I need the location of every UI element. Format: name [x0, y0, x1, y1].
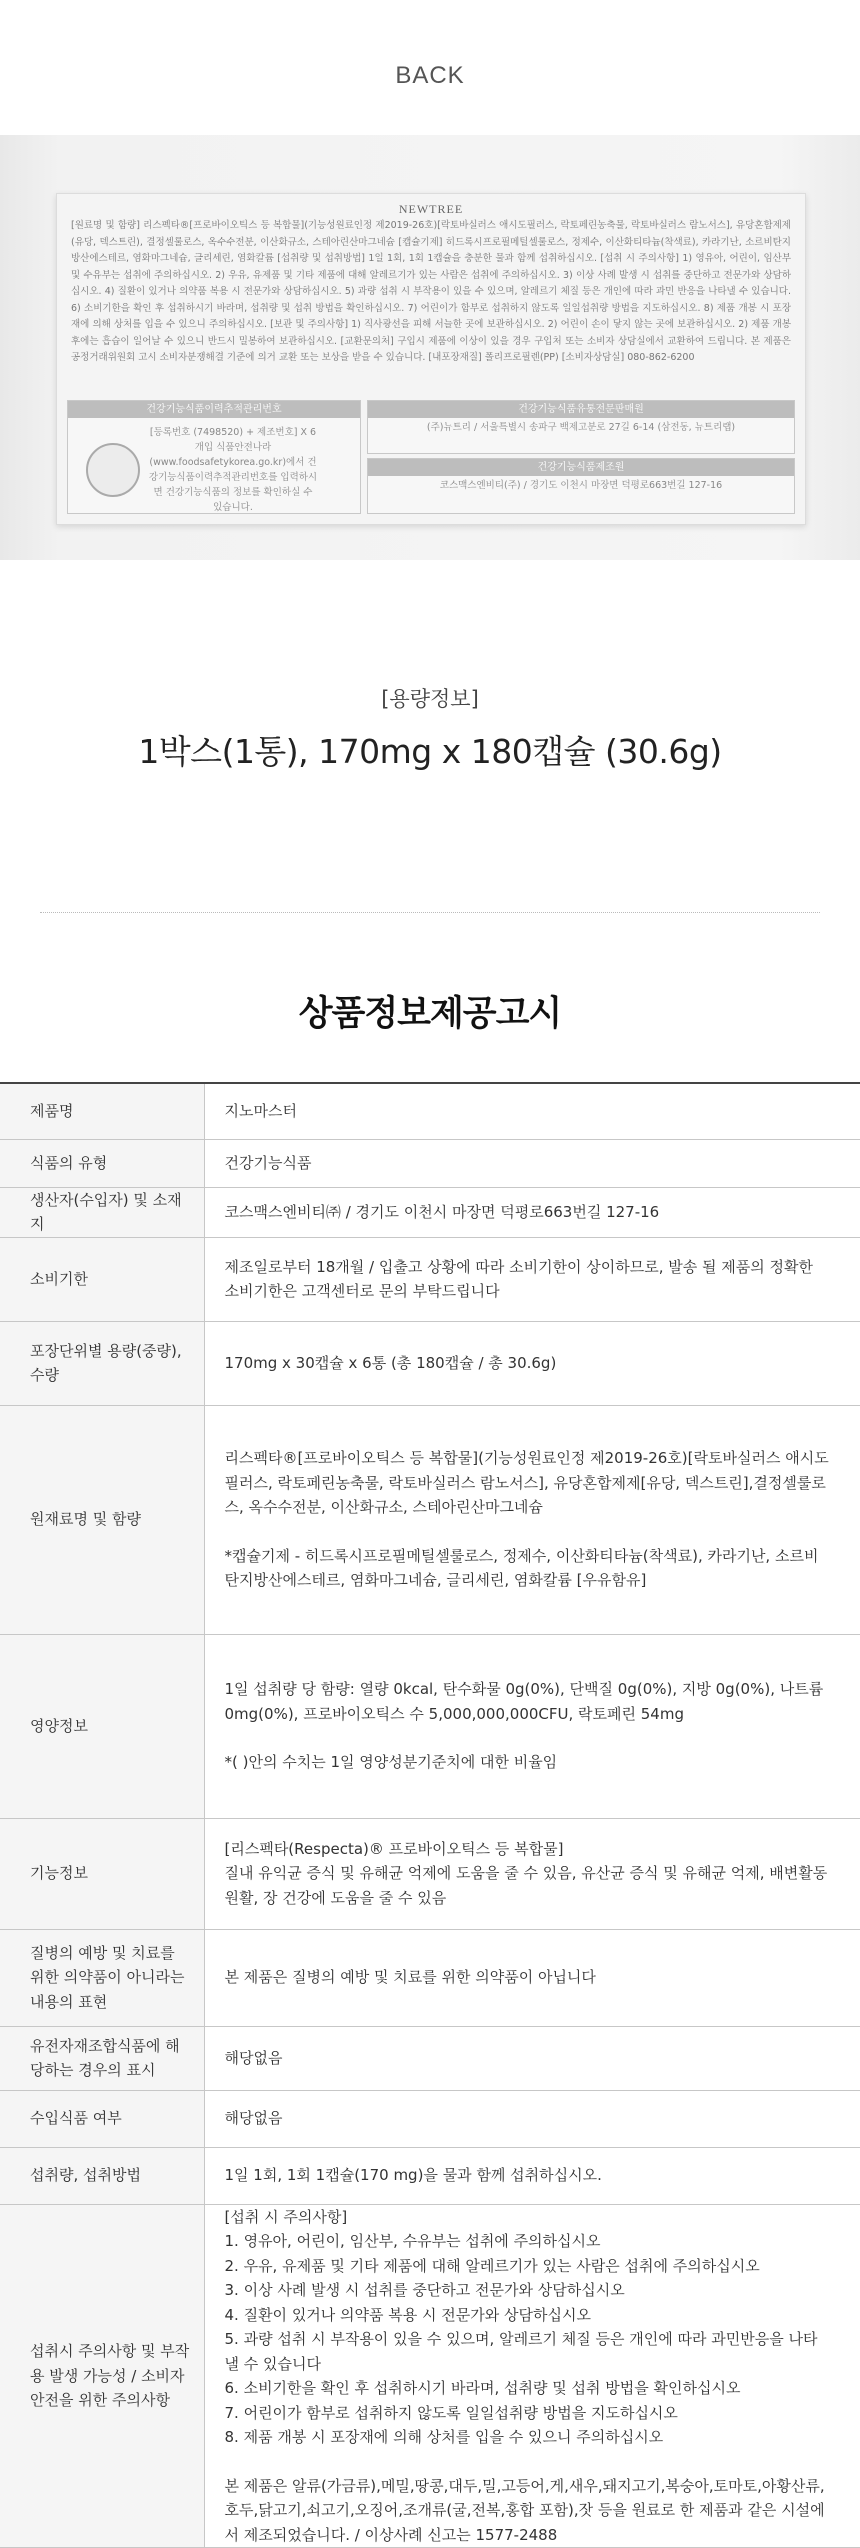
row-value-line: 건강기능식품 — [224, 1153, 312, 1172]
row-value-line: 제조일로부터 18개월 / 입출고 상황에 따라 소비기한이 상이하므로, 발송 될 제품의 정확한 소비기한은 고객센터로 문의 부탁드립니다 — [224, 1257, 814, 1300]
table-row — [0, 2147, 860, 2204]
row-key: 기능정보 — [0, 1818, 204, 1929]
row-key: 수입식품 여부 — [0, 2090, 204, 2147]
row-key: 생산자(수입자) 및 소재지 — [0, 1187, 204, 1237]
manufacturer-text: 코스맥스엔비티(주) / 경기도 이천시 마장면 덕평로663번길 127-16 — [439, 480, 723, 491]
row-key: 제품명 — [0, 1083, 204, 1139]
row-value-line: 7. 어린이가 함부로 섭취하지 않도록 일일섭취량 방법을 지도하십시오 — [224, 2403, 678, 2422]
row-value — [204, 1321, 860, 1405]
row-value-line: *( )안의 수치는 1일 영양성분기준치에 대한 비율임 — [224, 1753, 558, 1772]
table-row — [0, 2090, 860, 2147]
row-key: 유전자재조합식품에 해당하는 경우의 표시 — [0, 2026, 204, 2090]
row-key: 질병의 예방 및 치료를 위한 의약품이 아니라는 내용의 표현 — [0, 1929, 204, 2026]
traceability-header: 건강기능식품이력추적관리번호 — [68, 401, 360, 418]
traceability-box — [67, 400, 361, 514]
row-value-line: 170mg x 30캡슐 x 6통 (총 180캡슐 / 총 30.6g) — [224, 1353, 557, 1372]
notice-title: 상품정보제공고시 — [298, 994, 562, 1034]
row-value — [204, 1929, 860, 2026]
table-row — [0, 1139, 860, 1187]
row-key: 포장단위별 용량(중량),수량 — [0, 1321, 204, 1405]
product-info-table — [0, 1082, 860, 2548]
row-value-line — [225, 1726, 831, 1750]
row-key: 식품의 유형 — [0, 1139, 204, 1187]
table-row — [0, 1929, 860, 2026]
row-value-line — [225, 1520, 831, 1544]
row-value-line: 본 제품은 알류(가금류),메밀,땅콩,대두,밀,고등어,게,새우,돼지고기,복숭아,토마토,아황산류,호두,닭고기,쇠고기,오징어,조개류(굴,전복,홍합 포함),잣 등을 원료로 한 제품과 같은 시설에서 제조되었습니다. / 이상사례 신고는 1577-2488 — [224, 2476, 825, 2544]
row-value-line: 해당없음 — [224, 2048, 283, 2067]
row-value — [204, 1139, 860, 1187]
row-value-line: 4. 질환이 있거나 의약품 복용 시 전문가와 상담하십시오 — [224, 2305, 591, 2324]
table-row — [0, 1634, 860, 1818]
row-value — [204, 1083, 860, 1139]
row-value — [204, 2204, 860, 2548]
row-value — [204, 2090, 860, 2147]
row-value-line: [섭취 시 주의사항] — [224, 2207, 348, 2226]
row-value-line: *캡슐기제 - 히드록시프로필메틸셀룰로스, 정제수, 이산화티타늄(착색료), 카라기난, 소르비탄지방산에스테르, 염화마그네슘, 글리세린, 염화칼륨 [우유함유] — [224, 1546, 819, 1590]
label-photo — [0, 135, 860, 560]
back-title: BACK — [395, 62, 465, 89]
row-value — [204, 1634, 860, 1818]
table-row — [0, 1083, 860, 1139]
row-key: 섭취시 주의사항 및 부작용 발생 가능성 / 소비자 안전을 위한 주의사항 — [0, 2204, 204, 2548]
manufacturer-box — [367, 458, 795, 514]
row-value-line: 1. 영유아, 어린이, 임산부, 수유부는 섭취에 주의하십시오 — [224, 2232, 601, 2250]
distributor-box — [367, 400, 795, 454]
row-value-line: 8. 제품 개봉 시 포장재에 의해 상처를 입을 수 있으니 주의하십시오 — [224, 2428, 664, 2446]
row-key: 소비기한 — [0, 1237, 204, 1321]
row-value — [204, 1405, 860, 1634]
row-value-line: [리스펙타(Respecta)® 프로바이오틱스 등 복합물] — [224, 1839, 564, 1858]
product-label — [56, 193, 806, 525]
table-row — [0, 2026, 860, 2090]
label-ingredients-text: [원료명 및 함량] 리스펙타®[프로바이오틱스 등 복합물](기능성원료인정 제2019-26호)[락토바실러스 애시도필러스, 락토페린농축물, 락토바실러스 람노서스], 유당혼합제제(유당, 덱스트린), 결정셀룰로스, 옥수수전분, 이산화규소, 스테아린산마그네슘 [캡슐기제] 히드록시프로필메틸셀룰로스, 정제수, 이산화티타늄(착색료), 카라기난, 소르비탄지방산에스테르, 염화마그네슘, 글리세린, 염화칼륨 [섭취량 및 섭취방법] 1일 1회, 1회 1캡슐을 충분한 물과 함께 섭취하십시오. [섭취 시 주의사항] 1) 영유아, 어린이, 임산부 및 수유부는 섭취에 주의하십시오. 2) 우유, 유제품 및 기타 제품에 대해 알레르기가 있는 사람은 섭취에 주의하십시오. 3) 이상 사례 발생 시 섭취를 중단하고 전문가와 상담하십시오. 4) 질환이 있거나 의약품 복용 시 전문가와 상담하십시오. 5) 과량 섭취 시 부작용이 있을 수 있으며, 알레르기 체질 등은 개인에 따라 과민 반응을 나타낼 수 있습니다. 6) 소비기한을 확인 후 섭취하시기 바라며, 섭취량 및 섭취 방법을 확인하십시오. 7) 어린이가 함부로 섭취하지 않도록 일일섭취량 방법을 지도하십시오. 8) 제품 개봉 시 포장재에 의해 상처를 입을 수 있으니 주의하십시오. [보관 및 주의사항] 1) 직사광선을 피해 서늘한 곳에 보관하십시오. 2) 어린이 손이 닿지 않는 곳에 보관하십시오. 2) 제품 개봉 후에는 흡습이 일어날 수 있으니 반드시 밀봉하여 보관하십시오. [교환문의처] 구입시 제품에 이상이 있을 경우 구입처 또는 소비자 상담실에서 교환하여 드립니다. 본 제품은 공정거래위원회 고시 소비자분쟁해결 기준에 의거 교환 또는 보상을 받을 수 있습니다. [내포장재질] 폴리프로필렌(PP) [소비자상담실] 080-862-6200 — [71, 220, 791, 363]
row-value — [204, 2147, 860, 2204]
table-row — [0, 2204, 860, 2548]
row-value — [204, 1818, 860, 1929]
row-key: 섭취량, 섭취방법 — [0, 2147, 204, 2204]
distributor-text: (주)뉴트리 / 서울특별시 송파구 백제고분로 27길 6-14 (삼전동, 뉴트리랩) — [426, 422, 736, 433]
dotted-divider — [40, 912, 820, 913]
capacity-value: 1박스(1통), 170mg x 180캡슐 (30.6g) — [138, 732, 722, 771]
row-value-line: 리스펙타®[프로바이오틱스 등 복합물](기능성원료인정 제2019-26호)[락토바실러스 애시도필러스, 락토페린농축물, 락토바실러스 람노서스], 유당혼합제제[유당, 덱스트린],결정셀룰로스, 옥수수전분, 이산화규소, 스테아린산마그네슘 — [224, 1449, 829, 1517]
row-value-line: 1일 1회, 1회 1캡슐(170 mg)을 물과 함께 섭취하십시오. — [224, 2166, 602, 2185]
row-value-line: 2. 우유, 유제품 및 기타 제품에 대해 알레르기가 있는 사람은 섭취에 주의하십시오 — [224, 2256, 760, 2275]
health-food-seal-icon — [86, 443, 140, 497]
row-value — [204, 1187, 860, 1237]
table-row — [0, 1237, 860, 1321]
table-row — [0, 1321, 860, 1405]
capacity-label: [용량정보] — [381, 687, 479, 711]
table-row — [0, 1818, 860, 1929]
row-value-line: 5. 과량 섭취 시 부작용이 있을 수 있으며, 알레르기 체질 등은 개인에 따라 과민반응을 나타낼 수 있습니다 — [224, 2330, 818, 2373]
row-value-line: 질내 유익균 증식 및 유해균 억제에 도움을 줄 수 있음, 유산균 증식 및 유해균 억제, 배변활동 원활, 장 건강에 도움을 줄 수 있음 — [224, 1864, 828, 1907]
row-key: 영양정보 — [0, 1634, 204, 1818]
row-value-line: 지노마스터 — [224, 1102, 297, 1120]
table-row — [0, 1187, 860, 1237]
row-value-line: 3. 이상 사례 발생 시 섭취를 중단하고 전문가와 상담하십시오 — [224, 2281, 625, 2299]
table-row — [0, 1405, 860, 1634]
traceability-text: [등록번호 (7498520) + 제조번호] X 6개입 식품안전나라(www.foodsafetykorea.go.kr)에서 건강기능식품이력추적관리번호를 입력하시면 건강기능식품의 정보를 확인하실 수 있습니다. — [148, 427, 318, 513]
label-info-grid — [67, 400, 795, 514]
row-value-line: 본 제품은 질병의 예방 및 치료를 위한 의약품이 아닙니다 — [224, 1968, 596, 1987]
row-value — [204, 2026, 860, 2090]
row-value-line: 1일 섭취량 당 함량: 열량 0kcal, 탄수화물 0g(0%), 단백질 0g(0%), 지방 0g(0%), 나트륨 0mg(0%), 프로바이오틱스 수 5,000,000,000CFU, 락토페린 54mg — [224, 1680, 824, 1723]
row-value-line — [225, 2450, 831, 2474]
row-value-line: 해당없음 — [224, 2109, 283, 2128]
row-value-line: 6. 소비기한을 확인 후 섭취하시기 바라며, 섭취량 및 섭취 방법을 확인하십시오 — [224, 2379, 741, 2397]
row-value-line: 코스맥스엔비티㈜ / 경기도 이천시 마장면 덕평로663번길 127-16 — [224, 1202, 660, 1221]
label-brand: NEWTREE — [398, 202, 464, 216]
distributor-header: 건강기능식품유통전문판매원 — [368, 401, 794, 418]
manufacturer-header: 건강기능식품제조원 — [368, 459, 794, 476]
row-key: 원재료명 및 함량 — [0, 1405, 204, 1634]
row-value — [204, 1237, 860, 1321]
